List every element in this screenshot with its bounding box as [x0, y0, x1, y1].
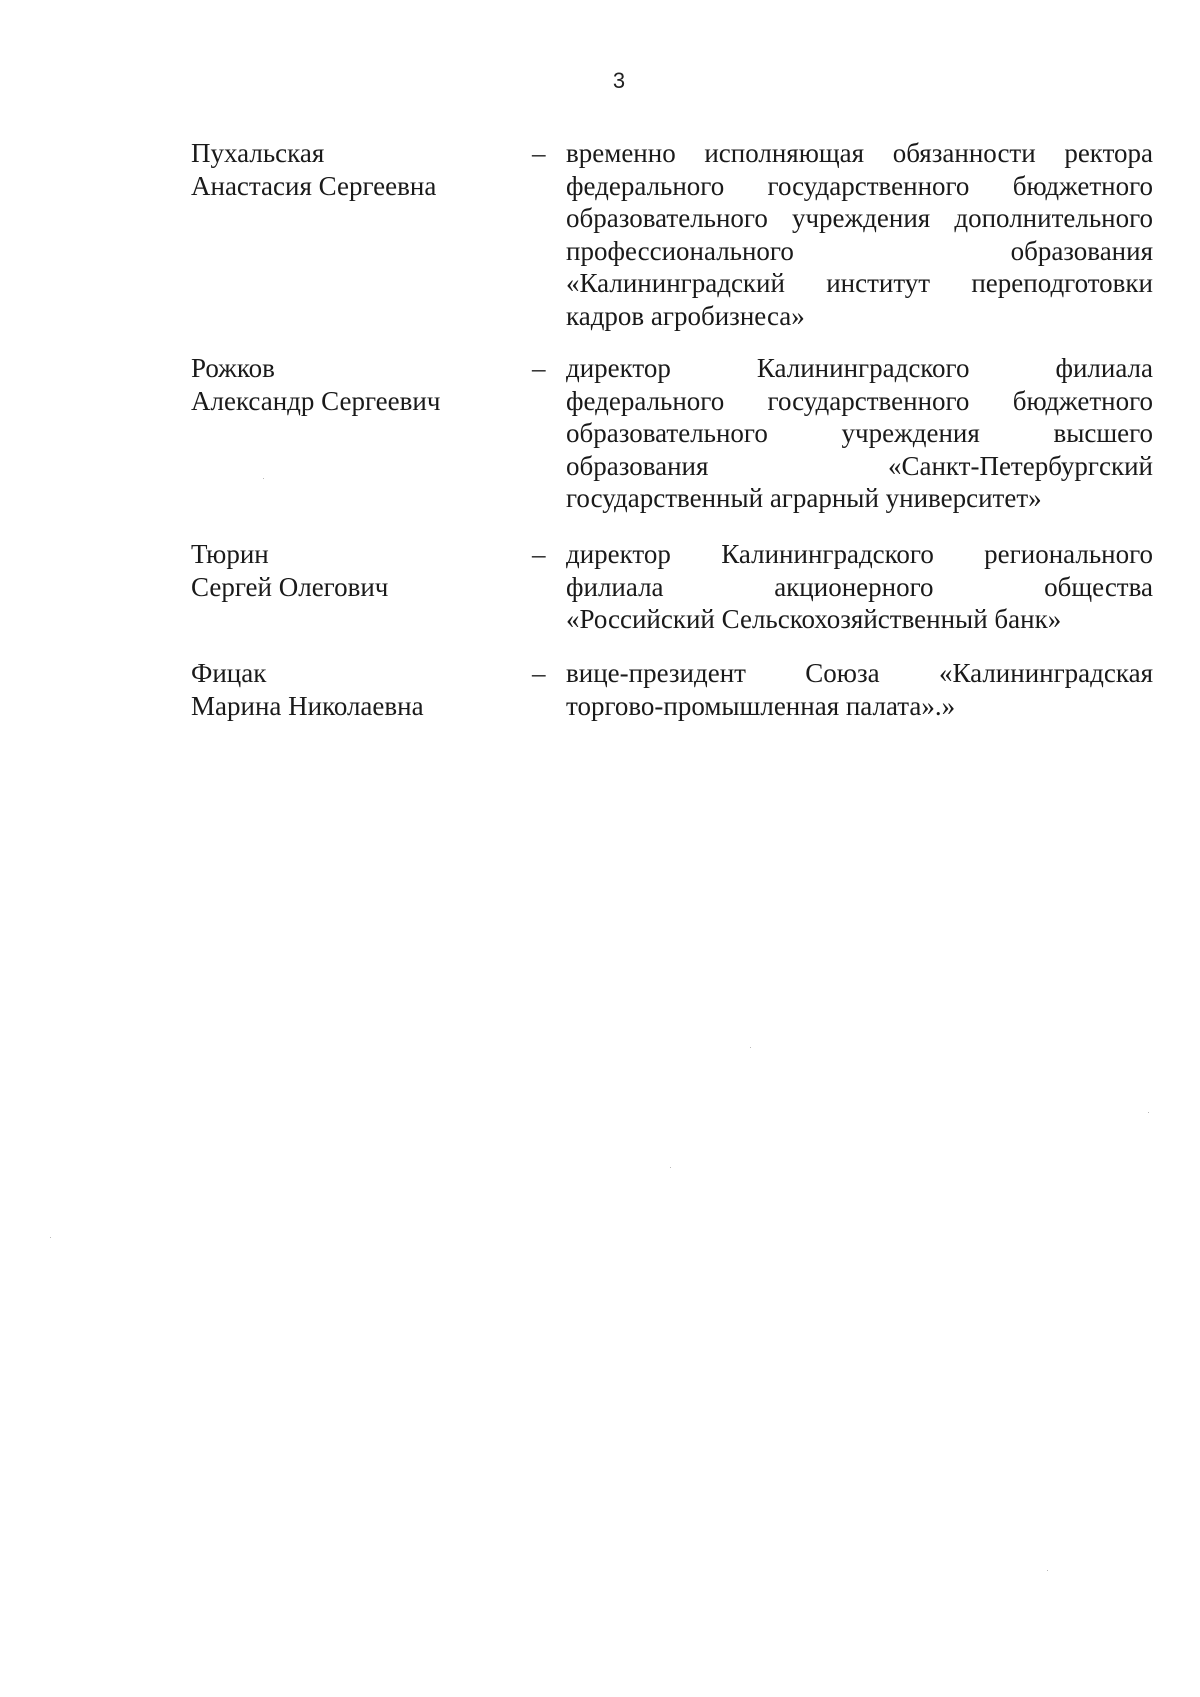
position-line: образования «Санкт-Петербургский	[566, 450, 1153, 481]
dash-separator: –	[532, 539, 546, 569]
member-entry	[191, 538, 1161, 657]
member-name	[191, 657, 531, 737]
member-surname: Пухальская	[191, 138, 325, 168]
scan-speck	[263, 478, 264, 479]
member-entry	[191, 352, 1161, 538]
member-surname: Тюрин	[191, 539, 269, 569]
member-surname: Фицак	[191, 658, 267, 688]
member-position	[566, 137, 1153, 332]
member-name	[191, 137, 531, 352]
position-line: директор Калининградского регионального	[566, 539, 1153, 569]
position-line: филиала акционерного общества	[566, 571, 1153, 602]
member-position	[566, 657, 1153, 722]
member-list	[191, 137, 1161, 737]
scan-speck	[50, 1237, 51, 1238]
position-line: торгово-промышленная палата».»	[566, 690, 956, 721]
member-given-names: Марина Николаевна	[191, 690, 424, 721]
member-name	[191, 352, 531, 538]
dash-separator: –	[532, 138, 546, 168]
member-position	[566, 538, 1153, 636]
position-line: профессионального образования	[566, 235, 1153, 266]
member-surname: Рожков	[191, 353, 275, 383]
position-line: государственный аграрный университет»	[566, 483, 1042, 513]
position-line: кадров агробизнеса»	[566, 300, 805, 331]
member-given-names: Александр Сергеевич	[191, 385, 441, 416]
scan-speck	[750, 1047, 751, 1048]
position-line: образовательного учреждения дополнительного	[566, 203, 1153, 233]
position-line: директор Калининградского филиала	[566, 353, 1153, 383]
scan-speck	[1148, 1112, 1149, 1113]
dash-separator: –	[532, 353, 546, 383]
position-line: федерального государственного бюджетного	[566, 170, 1153, 201]
position-line: федерального государственного бюджетного	[566, 385, 1153, 416]
scan-speck	[1047, 1570, 1048, 1571]
member-position	[566, 352, 1153, 515]
member-name	[191, 538, 531, 657]
position-line: образовательного учреждения высшего	[566, 418, 1153, 448]
position-line: «Российский Сельскохозяйственный банк»	[566, 604, 1062, 634]
member-given-names: Анастасия Сергеевна	[191, 170, 437, 201]
position-line: вице-президент Союза «Калининградская	[566, 658, 1153, 688]
member-entry	[191, 137, 1161, 352]
member-entry	[191, 657, 1161, 737]
page-number: 3	[612, 68, 626, 93]
member-given-names: Сергей Олегович	[191, 571, 389, 602]
position-line: «Калининградский институт переподготовки	[566, 268, 1153, 298]
position-line: временно исполняющая обязанности ректора	[566, 138, 1153, 168]
dash-separator: –	[532, 658, 546, 688]
scan-speck	[670, 1167, 671, 1168]
